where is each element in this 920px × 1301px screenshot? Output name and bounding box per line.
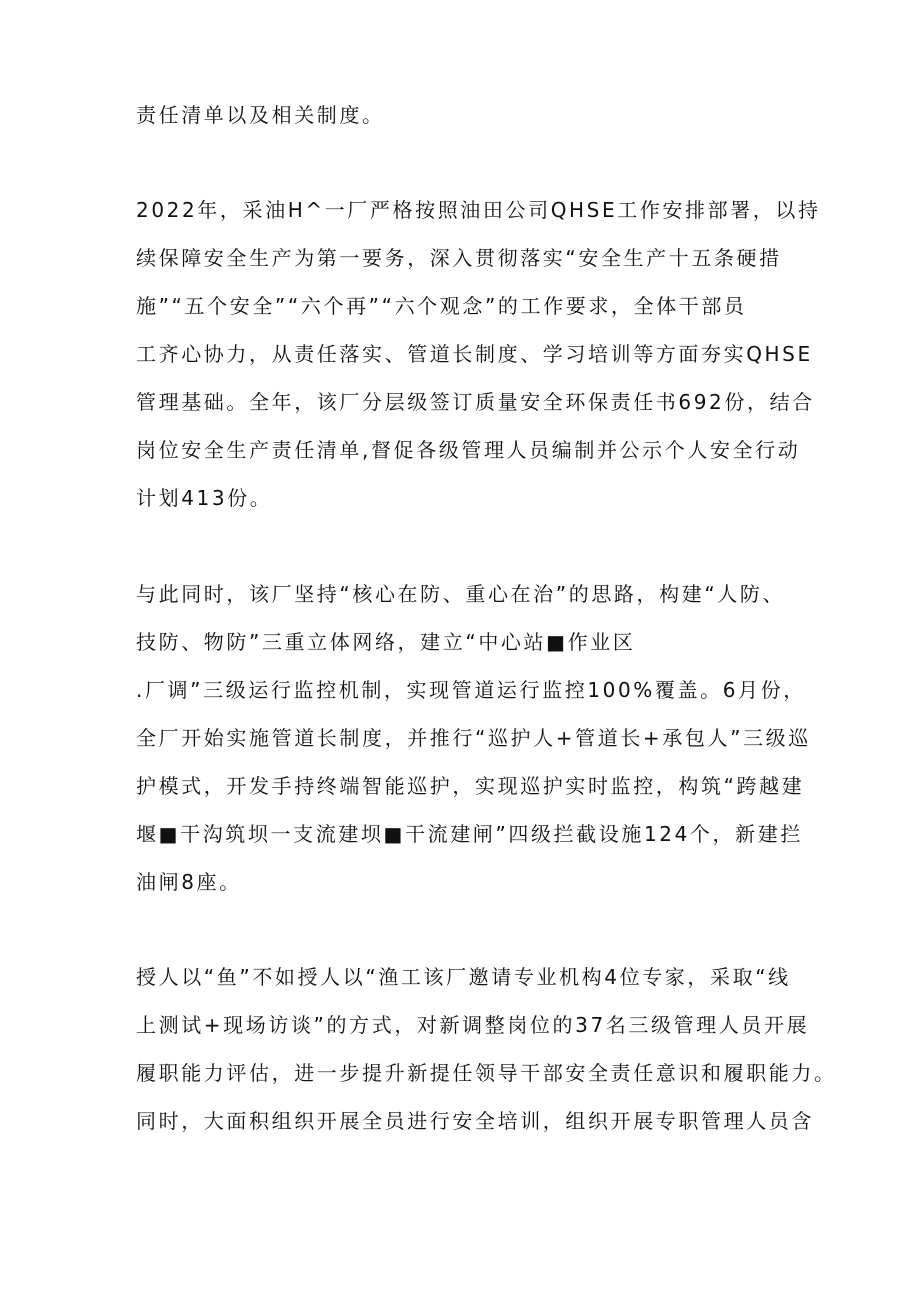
paragraph-line: 施”“五个安全”“六个再”“六个观念”的工作要求，全体干部员	[136, 294, 747, 318]
paragraph-line: 授人以“鱼”不如授人以“渔工该厂邀请专业机构4位专家，采取“线	[136, 965, 791, 989]
paragraph-line: 全厂开始实施管道长制度，并推行“巡护人+管道长+承包人”三级巡	[136, 726, 811, 750]
paragraph-line: 上测试+现场访谈”的方式，对新调整岗位的37名三级管理人员开展	[136, 1013, 810, 1037]
paragraph-line: 履职能力评估，进一步提升新提任领导干部安全责任意识和履职能力。	[136, 1061, 837, 1085]
paragraph-line: 与此同时，该厂坚持“核心在防、重心在治”的思路，构建“人防、	[136, 582, 786, 606]
paragraph-line: 堰■干沟筑坝一支流建坝■干流建闸”四级拦截设施124个，新建拦	[136, 822, 803, 846]
paragraph-line: 技防、物防”三重立体网络，建立“中心站■作业区	[136, 630, 636, 654]
paragraph-line: 2022年，采油H^一厂严格按照油田公司QHSE工作安排部署，以持	[136, 198, 821, 222]
paragraph-line: 计划413份。	[136, 486, 273, 510]
paragraph-line: .厂调”三级运行监控机制，实现管道运行监控100%覆盖。6月份，	[136, 678, 806, 702]
paragraph-line: 同时，大面积组织开展全员进行安全培训，组织开展专职管理人员含	[136, 1109, 814, 1133]
paragraph-line: 责任清单以及相关制度。	[136, 103, 385, 127]
paragraph-line: 岗位安全生产责任清单,督促各级管理人员编制并公示个人安全行动	[136, 438, 801, 462]
paragraph-line: 油闸8座。	[136, 870, 242, 894]
paragraph-line: 续保障安全生产为第一要务，深入贯彻落实“安全生产十五条硬措	[136, 246, 782, 270]
paragraph-line: 护模式，开发手持终端智能巡护，实现巡护实时监控，构筑“跨越建	[136, 774, 805, 798]
paragraph-line: 工齐心协力，从责任落实、管道长制度、学习培训等方面夯实QHSE	[136, 342, 813, 366]
paragraph-line: 管理基础。全年，该厂分层级签订质量安全环保责任书692份，结合	[136, 390, 815, 414]
